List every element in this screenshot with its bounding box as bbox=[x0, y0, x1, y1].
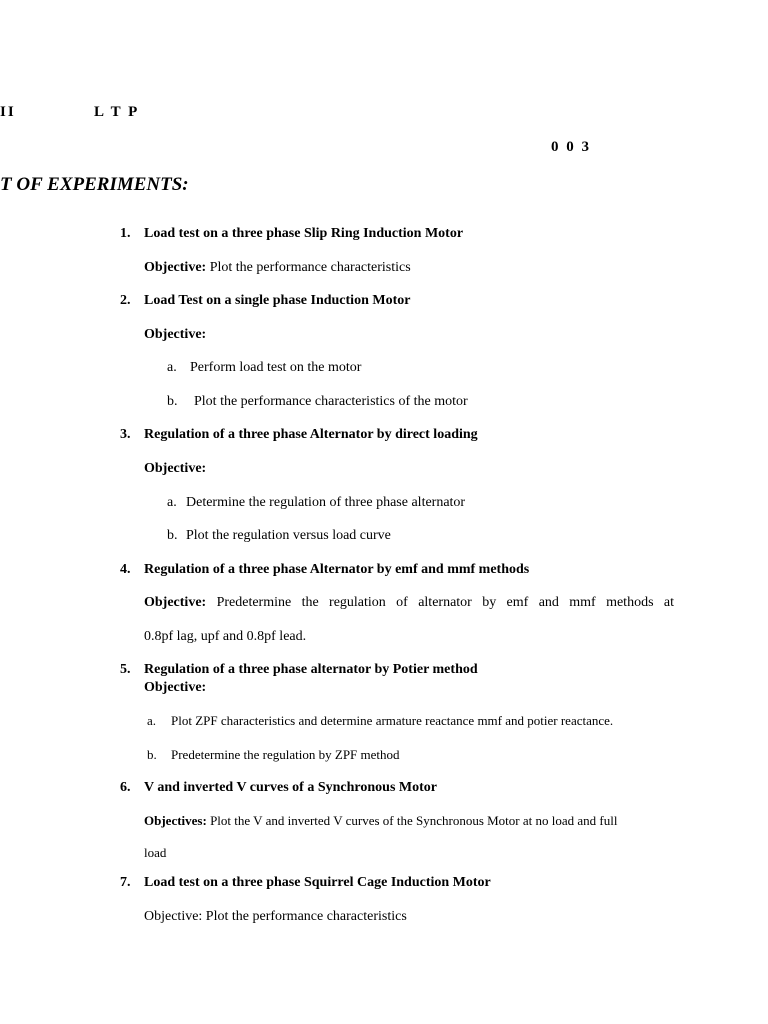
experiment-6-number: 6. bbox=[120, 780, 131, 795]
experiment-1-objective bbox=[144, 260, 411, 276]
experiment-3-sub-a-letter: a. bbox=[167, 495, 177, 510]
objective-text: Plot the performance characteristics bbox=[206, 260, 411, 275]
ltp-label: L T P bbox=[94, 104, 140, 120]
experiment-1-title: Load test on a three phase Slip Ring Induction Motor bbox=[144, 226, 464, 241]
objective-label: Objectives: bbox=[144, 813, 207, 828]
experiment-2-sub-a-letter: a. bbox=[167, 360, 177, 375]
experiment-6-objective-line-2: load bbox=[144, 845, 167, 860]
objective-text: Predetermine the regulation of alternator by emf and mmf methods at bbox=[206, 595, 674, 610]
experiment-7-number: 7. bbox=[120, 875, 131, 890]
experiment-3-title: Regulation of a three phase Alternator by direct loading bbox=[144, 427, 478, 442]
experiment-5-sub-a-letter: a. bbox=[147, 713, 157, 728]
experiment-5-objective-label: Objective: bbox=[144, 680, 207, 695]
list-title: T OF EXPERIMENTS: bbox=[0, 174, 189, 195]
experiment-2-title: Load Test on a single phase Induction Motor bbox=[144, 293, 411, 308]
objective-label: Objective: bbox=[144, 595, 207, 610]
experiment-3-objective-label: Objective: bbox=[144, 461, 207, 476]
experiment-4-objective-line-2: 0.8pf lag, upf and 0.8pf lead. bbox=[144, 629, 307, 644]
experiment-3-sub-b-letter: b. bbox=[167, 528, 178, 543]
experiment-5-number: 5. bbox=[120, 662, 131, 677]
experiment-5-sub-b-text: Predetermine the regulation by ZPF method bbox=[171, 747, 400, 762]
experiment-3-sub-b-text: Plot the regulation versus load curve bbox=[186, 528, 391, 543]
objective-label: Objective: bbox=[144, 260, 207, 275]
objective-text: Plot the V and inverted V curves of the Synchronous Motor at no load and full bbox=[206, 813, 618, 828]
experiment-2-sub-b-text: Plot the performance characteristics of the motor bbox=[194, 394, 468, 409]
experiment-7-title: Load test on a three phase Squirrel Cage Induction Motor bbox=[144, 875, 491, 890]
experiment-5-title: Regulation of a three phase alternator by Potier method bbox=[144, 662, 478, 677]
ltp-values: 0 0 3 bbox=[551, 139, 591, 155]
experiment-2-number: 2. bbox=[120, 293, 131, 308]
experiment-5-sub-a-text: Plot ZPF characteristics and determine armature reactance mmf and potier reactance. bbox=[171, 713, 614, 728]
experiment-4-objective-line-1 bbox=[144, 595, 674, 611]
experiment-3-sub-a-text: Determine the regulation of three phase alternator bbox=[186, 495, 466, 510]
experiment-4-number: 4. bbox=[120, 562, 131, 577]
experiment-7-objective: Objective: Plot the performance characteristics bbox=[144, 909, 407, 924]
experiment-5-sub-b-letter: b. bbox=[147, 747, 157, 762]
experiment-6-objective-line-1 bbox=[144, 813, 617, 829]
experiment-4-title: Regulation of a three phase Alternator by emf and mmf methods bbox=[144, 562, 530, 577]
experiment-2-sub-b-letter: b. bbox=[167, 394, 178, 409]
experiment-2-sub-a-text: Perform load test on the motor bbox=[190, 360, 362, 375]
experiment-3-number: 3. bbox=[120, 427, 131, 442]
experiment-1-number: 1. bbox=[120, 226, 131, 241]
experiment-2-objective-label: Objective: bbox=[144, 327, 207, 342]
header-left-fragment: II bbox=[0, 104, 16, 120]
experiment-6-title: V and inverted V curves of a Synchronous Motor bbox=[144, 780, 437, 795]
